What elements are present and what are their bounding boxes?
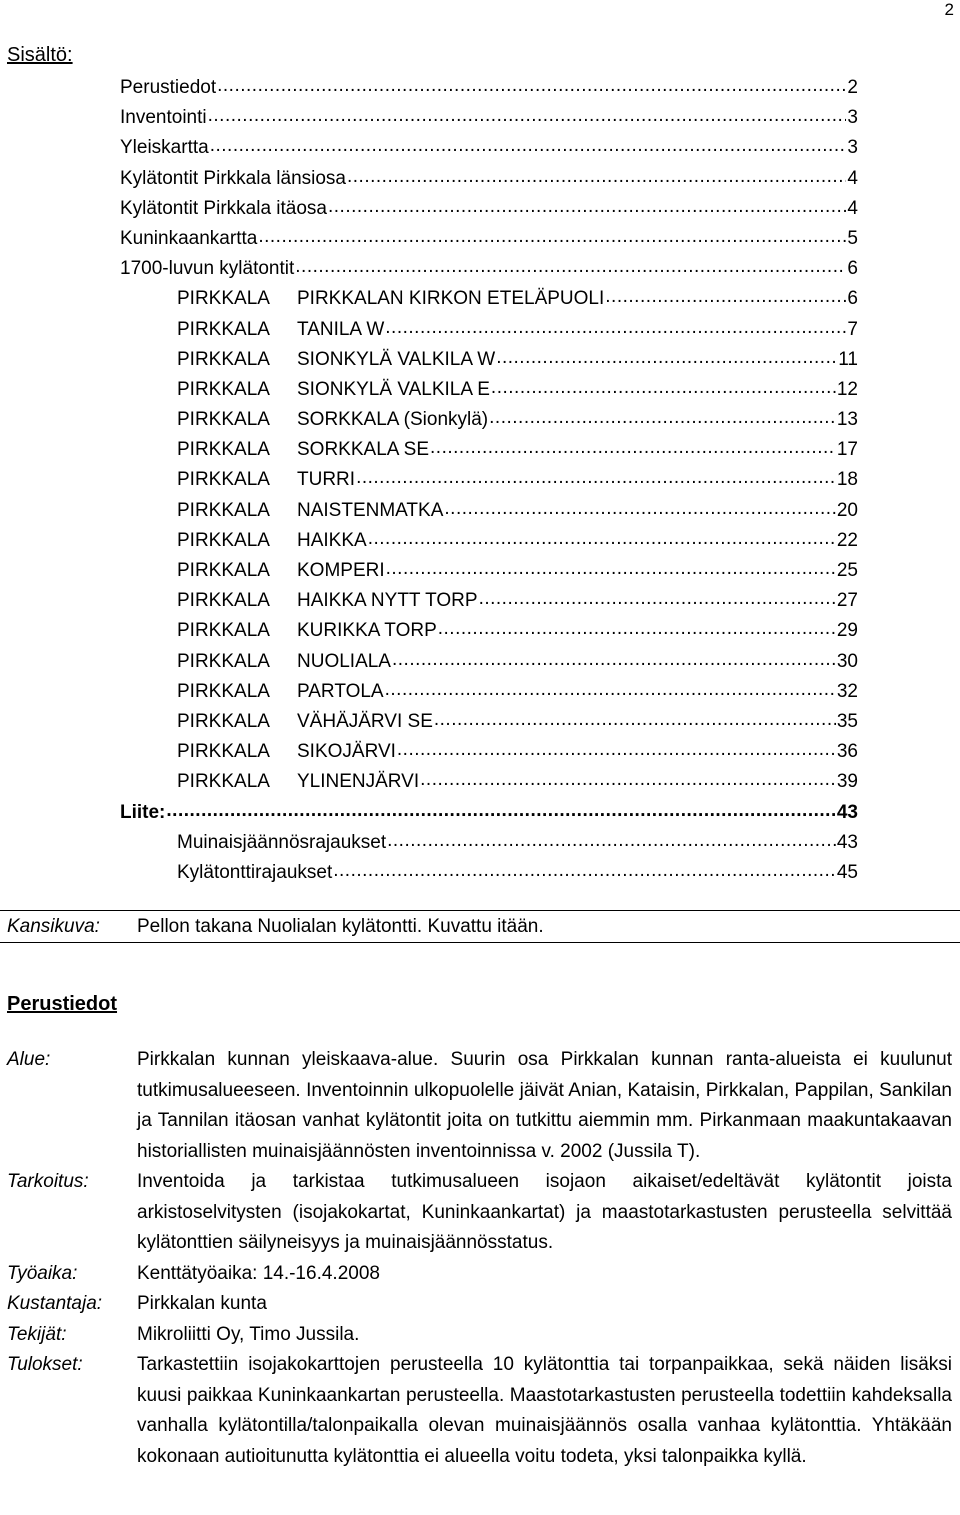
toc-entry[interactable] bbox=[120, 705, 858, 735]
toc-entry[interactable] bbox=[120, 71, 858, 101]
toc-entry-label: PIRKKALA bbox=[177, 771, 270, 793]
toc-entry-page: 43 bbox=[836, 801, 858, 823]
toc-leader-dots bbox=[491, 373, 836, 395]
toc-entry-label: Inventointi bbox=[120, 107, 207, 129]
toc-entry-page: 3 bbox=[847, 107, 858, 129]
toc-entry-label: Kuninkaankartta bbox=[120, 227, 258, 249]
toc-entry-label: PIRKKALA bbox=[177, 318, 270, 340]
toc-entry-label: 1700-luvun kylätontit bbox=[120, 258, 295, 280]
toc-entry-page: 13 bbox=[836, 409, 858, 431]
toc-entry-page: 39 bbox=[836, 771, 858, 793]
toc-entry-page: 29 bbox=[836, 620, 858, 642]
toc-entry[interactable] bbox=[120, 675, 858, 705]
toc-leader-dots bbox=[496, 343, 837, 365]
toc-leader-dots bbox=[385, 675, 836, 697]
toc-entry[interactable] bbox=[120, 645, 858, 675]
info-row bbox=[7, 1045, 952, 1167]
toc-entry-page: 18 bbox=[836, 469, 858, 491]
toc-entry-sublabel: SORKKALA SE bbox=[297, 439, 430, 461]
cover-label: Kansikuva: bbox=[7, 916, 100, 937]
toc-leader-dots bbox=[392, 645, 836, 667]
info-value: Mikroliitti Oy, Timo Jussila. bbox=[137, 1323, 360, 1345]
toc-entry-label: PIRKKALA bbox=[177, 590, 270, 612]
toc-entry-sublabel: YLINENJÄRVI bbox=[297, 771, 420, 793]
toc-entry-sublabel: HAIKKA NYTT TORP bbox=[297, 590, 478, 612]
info-value: Pirkkalan kunnan yleiskaava-alue. Suurin osa Pirkkalan kunnan ranta-alueista ei kuulunut tutkimusalueeseen. Inventoinnin ulkopuolelle jäivät Anian, Kataisin, Pirkkalan, Pappilan, Sankilan ja Tannilan itäosan vanhat kylätontit joita on tutkittu aiemmin mm. Pirkanmaan maakuntakaavan historiallisten muinaisjäännösten inventoinnissa v. 2002 (Jussila T). bbox=[137, 1049, 952, 1162]
toc-entry[interactable] bbox=[120, 192, 858, 222]
toc-entry-label: PIRKKALA bbox=[177, 560, 270, 581]
info-key: Työaika: bbox=[7, 1262, 78, 1284]
toc-entry-label: PIRKKALA bbox=[177, 439, 270, 461]
toc-entry-page: 20 bbox=[836, 499, 858, 521]
toc-entry[interactable] bbox=[120, 162, 858, 192]
info-row bbox=[7, 1259, 952, 1290]
perustiedot-list bbox=[7, 1045, 952, 1472]
toc-entry-sublabel: TURRI bbox=[297, 469, 356, 491]
toc-entry-sublabel: PIRKKALAN KIRKON ETELÄPUOLI bbox=[297, 288, 605, 310]
cover-text: Pellon takana Nuolialan kylätontti. Kuvattu itään. bbox=[137, 916, 544, 937]
toc-leader-dots bbox=[489, 403, 836, 425]
info-row bbox=[7, 1350, 952, 1472]
toc-leader-dots bbox=[333, 856, 836, 878]
toc-entry-sublabel: KURIKKA TORP bbox=[297, 620, 437, 642]
toc-entry[interactable] bbox=[120, 131, 858, 161]
toc-entry-label: PIRKKALA bbox=[177, 378, 270, 400]
toc-leader-dots bbox=[368, 524, 836, 546]
toc-entry-sublabel: TANILA W bbox=[297, 318, 385, 340]
toc-leader-dots bbox=[479, 584, 836, 606]
toc-entry-label: Kylätontit Pirkkala itäosa bbox=[120, 197, 327, 219]
toc-entry-page: 27 bbox=[836, 590, 858, 612]
info-value: Tarkastettiin isojakokarttojen perusteella 10 kylätonttia tai torpanpaikkaa, sekä näiden lisäksi kuusi paikkaa Kuninkaankartan perusteella. Maastotarkastusten perusteella todettiin kahdeksalla vanhalla kylätontilla/talonpaikalla olevan muinaisjäännös osalla vanhaa kylätonttia. Yhtäkään kokonaan autioitunutta kylätonttia ei alueella voitu todeta, yksi talonpaikka kyllä. bbox=[137, 1354, 952, 1467]
toc-leader-dots bbox=[208, 101, 847, 123]
info-row bbox=[7, 1320, 952, 1351]
section-heading-perustiedot: Perustiedot bbox=[7, 993, 118, 1015]
toc-entry-label: PIRKKALA bbox=[177, 469, 270, 491]
toc-entry[interactable] bbox=[120, 252, 858, 282]
info-value: Pirkkalan kunta bbox=[137, 1293, 267, 1314]
toc-entry-label: PIRKKALA bbox=[177, 650, 270, 672]
toc-entry-sublabel: SORKKALA (Sionkylä) bbox=[297, 409, 489, 431]
toc-leader-dots bbox=[387, 826, 836, 848]
cover-caption bbox=[0, 910, 960, 943]
toc-entry-sublabel: SIONKYLÄ VALKILA W bbox=[297, 348, 496, 370]
toc-entry[interactable] bbox=[120, 313, 858, 343]
toc-entry-sublabel: NAISTENMATKA bbox=[297, 499, 444, 521]
toc-leader-dots bbox=[166, 796, 835, 818]
toc-entry[interactable] bbox=[120, 282, 858, 312]
toc-entry[interactable] bbox=[120, 524, 858, 554]
toc-entry-label: PIRKKALA bbox=[177, 741, 270, 763]
toc-leader-dots bbox=[217, 71, 846, 93]
toc-leader-dots bbox=[420, 765, 836, 787]
info-key: Kustantaja: bbox=[7, 1293, 103, 1314]
toc-entry-page: 11 bbox=[838, 348, 858, 370]
toc-leader-dots bbox=[605, 282, 846, 304]
toc-entry-sublabel: PARTOLA bbox=[297, 680, 384, 702]
toc-entry-label: PIRKKALA bbox=[177, 620, 270, 642]
toc-entry[interactable] bbox=[120, 373, 858, 403]
toc-entry[interactable] bbox=[120, 796, 858, 826]
toc-entry-label: PIRKKALA bbox=[177, 348, 270, 370]
toc-entry[interactable] bbox=[120, 735, 858, 765]
toc-entry-label: PIRKKALA bbox=[177, 409, 270, 431]
toc-entry-page: 36 bbox=[836, 741, 858, 763]
toc-entry-sublabel: SIONKYLÄ VALKILA E bbox=[297, 378, 490, 400]
toc-entry-label: Liite: bbox=[120, 801, 166, 823]
toc-leader-dots bbox=[434, 705, 836, 727]
info-key: Alue: bbox=[7, 1049, 51, 1070]
toc-entry-label: PIRKKALA bbox=[177, 710, 270, 732]
toc-entry-label: Perustiedot bbox=[120, 77, 217, 98]
toc-entry-sublabel: KOMPERI bbox=[297, 560, 385, 581]
toc-leader-dots bbox=[397, 735, 836, 757]
toc-entry[interactable] bbox=[120, 584, 858, 614]
info-key: Tarkoitus: bbox=[7, 1171, 89, 1192]
toc-entry[interactable] bbox=[120, 403, 858, 433]
page-number: 2 bbox=[944, 0, 954, 19]
toc-entry[interactable] bbox=[120, 856, 858, 886]
toc-entry-page: 12 bbox=[836, 378, 858, 400]
toc-entry-page: 22 bbox=[836, 529, 858, 551]
toc-entry-sublabel: HAIKKA bbox=[297, 529, 367, 551]
info-value: Kenttätyöaika: 14.-16.4.2008 bbox=[137, 1262, 380, 1284]
toc-entry-label: Kylätonttirajaukset bbox=[177, 861, 333, 883]
toc-leader-dots bbox=[295, 252, 846, 274]
toc-entry[interactable] bbox=[120, 433, 858, 463]
toc-entry-page: 17 bbox=[836, 439, 858, 461]
toc-entry[interactable] bbox=[120, 463, 858, 493]
toc-entry-page: 30 bbox=[836, 650, 858, 672]
toc-leader-dots bbox=[386, 554, 836, 576]
toc-entry-page: 7 bbox=[847, 318, 858, 340]
toc-entry-page: 32 bbox=[836, 680, 858, 702]
table-of-contents bbox=[120, 71, 858, 886]
toc-entry-label: PIRKKALA bbox=[177, 288, 270, 310]
info-row bbox=[7, 1289, 952, 1320]
toc-entry-page: 6 bbox=[847, 258, 858, 280]
toc-leader-dots bbox=[258, 222, 846, 244]
info-value: Inventoida ja tarkistaa tutkimusalueen isojaon aikaiset/edeltävät kylätontit joista arkistoselvitysten (isojakokartat, Kuninkaankartat) ja maastotarkastusten perusteella selvittää kylätonttien säilyneisyys ja muinaisjäännösstatus. bbox=[137, 1171, 952, 1253]
toc-leader-dots bbox=[444, 494, 835, 516]
toc-entry-page: 6 bbox=[847, 288, 858, 310]
toc-entry-label: PIRKKALA bbox=[177, 680, 270, 702]
toc-entry-page: 43 bbox=[836, 831, 858, 853]
toc-entry-page: 25 bbox=[836, 560, 858, 581]
info-key: Tekijät: bbox=[7, 1323, 67, 1345]
toc-entry-page: 4 bbox=[847, 197, 858, 219]
toc-leader-dots bbox=[438, 614, 836, 636]
toc-leader-dots bbox=[430, 433, 836, 455]
toc-entry[interactable] bbox=[120, 765, 858, 795]
toc-heading: Sisältö: bbox=[7, 44, 73, 66]
toc-entry-label: PIRKKALA bbox=[177, 499, 270, 521]
toc-entry-page: 2 bbox=[847, 77, 858, 98]
toc-entry-label: Yleiskartta bbox=[120, 137, 209, 159]
toc-entry-sublabel: SIKOJÄRVI bbox=[297, 741, 396, 763]
toc-entry[interactable] bbox=[120, 101, 858, 131]
toc-entry-page: 35 bbox=[836, 710, 858, 732]
toc-entry-label: Muinaisjäännösrajaukset bbox=[177, 831, 387, 853]
toc-leader-dots bbox=[385, 313, 846, 335]
toc-entry-label: PIRKKALA bbox=[177, 529, 270, 551]
toc-entry[interactable] bbox=[120, 614, 858, 644]
toc-leader-dots bbox=[328, 192, 846, 214]
toc-entry[interactable] bbox=[120, 494, 858, 524]
toc-entry[interactable] bbox=[120, 554, 858, 584]
toc-leader-dots bbox=[356, 463, 836, 485]
toc-entry[interactable] bbox=[120, 343, 858, 373]
toc-entry-page: 5 bbox=[847, 227, 858, 249]
toc-leader-dots bbox=[347, 162, 846, 184]
toc-entry[interactable] bbox=[120, 826, 858, 856]
toc-entry-page: 3 bbox=[847, 137, 858, 159]
toc-entry-sublabel: VÄHÄJÄRVI SE bbox=[297, 710, 433, 732]
toc-leader-dots bbox=[210, 131, 847, 153]
info-row bbox=[7, 1167, 952, 1259]
info-key: Tulokset: bbox=[7, 1354, 83, 1375]
toc-entry-page: 4 bbox=[847, 167, 858, 189]
toc-entry-label: Kylätontit Pirkkala länsiosa bbox=[120, 167, 346, 189]
toc-entry[interactable] bbox=[120, 222, 858, 252]
toc-entry-page: 45 bbox=[836, 861, 858, 883]
toc-entry-sublabel: NUOLIALA bbox=[297, 650, 391, 672]
